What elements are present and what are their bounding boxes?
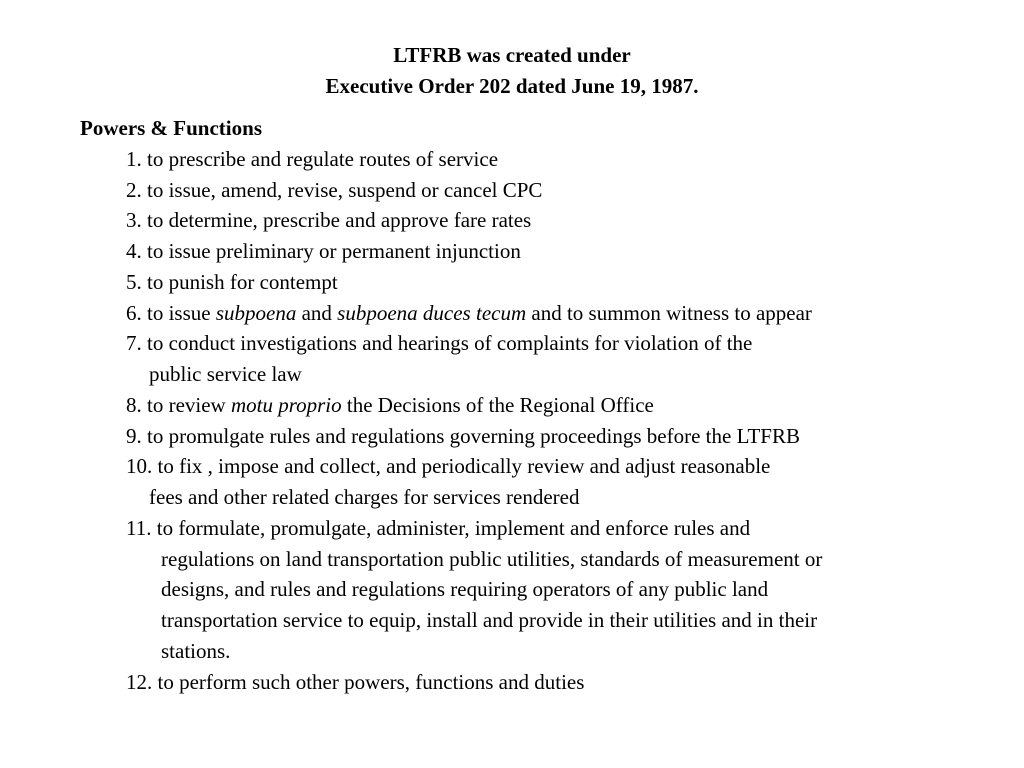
item-text: to issue preliminary or permanent injunction — [147, 239, 521, 263]
list-item-9 — [80, 421, 1010, 452]
item-number: 3. — [126, 208, 142, 233]
list-item-11-continuation-1 — [80, 544, 1010, 575]
section-heading: Powers & Functions — [80, 116, 262, 140]
list-item-11-continuation-4 — [80, 636, 1010, 667]
item-text-part: and to summon witness to appear — [526, 300, 812, 325]
list-item-10 — [80, 451, 1010, 482]
list-item-11 — [80, 513, 1010, 544]
item-text: to fix , impose and collect, and periodically review and adjust reasonable — [157, 454, 771, 479]
list-item-6 — [80, 298, 1010, 329]
item-number: 4. — [126, 239, 142, 263]
item-number: 10. — [126, 454, 153, 479]
item-number: 9. — [126, 423, 142, 448]
list-item-2 — [80, 175, 1010, 206]
item-continuation-text: stations. — [161, 638, 231, 663]
item-number: 8. — [126, 392, 142, 417]
list-item-11-continuation-3 — [80, 605, 1010, 636]
item-number: 5. — [126, 269, 142, 294]
list-item-7-continuation — [80, 359, 1010, 390]
item-number: 12. — [126, 669, 153, 694]
item-text: to conduct investigations and hearings of complaints for violation of the — [147, 331, 753, 356]
list-item-4 — [80, 236, 1010, 267]
item-text: to issue, amend, revise, suspend or cancel CPC — [147, 177, 543, 202]
title-line-1: LTFRB was created under — [393, 43, 631, 67]
item-text-part: to review — [147, 392, 231, 417]
item-text: to formulate, promulgate, administer, implement and enforce rules and — [156, 515, 751, 540]
item-text: to prescribe and regulate routes of service — [147, 146, 499, 171]
item-text: to punish for contempt — [147, 269, 338, 294]
item-continuation-text: public service law — [149, 362, 302, 386]
item-text: to promulgate rules and regulations governing proceedings before the LTFRB — [147, 423, 800, 448]
list-item-7 — [80, 328, 1010, 359]
item-number: 2. — [126, 177, 142, 202]
slide-title — [0, 40, 1024, 102]
powers-list — [80, 144, 1010, 698]
list-item-5 — [80, 267, 1010, 298]
item-number: 6. — [126, 300, 142, 325]
list-item-12 — [80, 667, 1010, 698]
list-item-10-continuation — [80, 482, 1010, 513]
item-text: to determine, prescribe and approve fare rates — [147, 208, 532, 233]
item-text-part: the Decisions of the Regional Office — [341, 392, 654, 417]
title-line-2: Executive Order 202 dated June 19, 1987. — [325, 74, 699, 98]
item-number: 11. — [126, 515, 152, 540]
item-text: to perform such other powers, functions and duties — [157, 669, 585, 694]
item-italic-motu-proprio: motu proprio — [230, 392, 342, 417]
item-italic-subpoena: subpoena — [215, 300, 297, 325]
list-item-3 — [80, 205, 1010, 236]
item-number: 1. — [126, 146, 142, 171]
list-item-8 — [80, 390, 1010, 421]
item-text-part: and — [296, 300, 338, 325]
powers-functions-section — [80, 113, 1010, 697]
item-continuation-text: designs, and rules and regulations requiring operators of any public land — [161, 577, 769, 602]
list-item-11-continuation-2 — [80, 574, 1010, 605]
list-item-1 — [80, 144, 1010, 175]
item-text-part: to issue — [147, 300, 216, 325]
item-continuation-text: regulations on land transportation public utilities, standards of measurement or — [161, 546, 823, 571]
item-continuation-text: transportation service to equip, install and provide in their utilities and in their — [161, 608, 818, 632]
item-continuation-text: fees and other related charges for services rendered — [149, 485, 580, 509]
item-italic-subpoena-duces-tecum: subpoena duces tecum — [337, 300, 527, 325]
item-number: 7. — [126, 331, 142, 356]
